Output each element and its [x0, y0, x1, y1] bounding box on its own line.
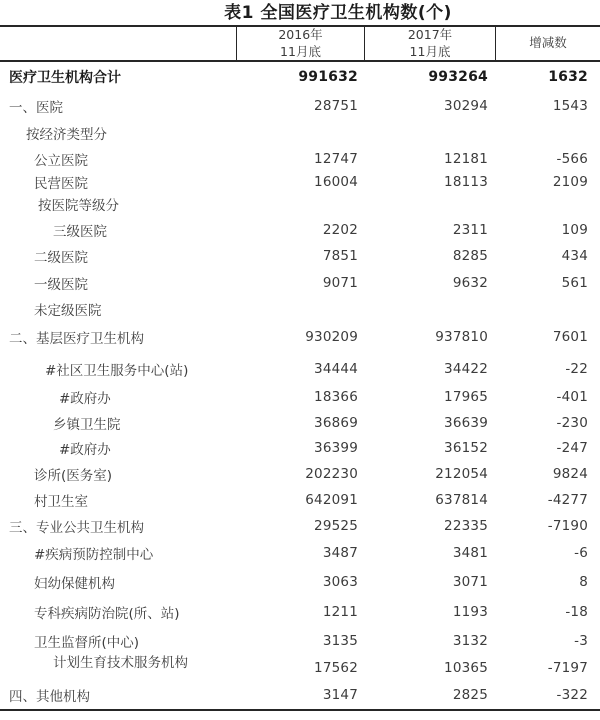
- value-2017: 3132: [452, 632, 488, 649]
- row-label: 卫生监督所(中心): [34, 634, 140, 651]
- value-diff: 2109: [552, 174, 588, 190]
- value-2016: 991632: [298, 69, 358, 85]
- row-label: 按经济类型分: [26, 127, 107, 143]
- value-2016: 12747: [314, 151, 358, 167]
- row-label: 计划生育技术服务机构: [53, 654, 188, 671]
- value-diff: -322: [556, 687, 588, 703]
- row-label: 二级医院: [34, 250, 88, 266]
- value-diff: 1632: [548, 69, 588, 85]
- value-diff: 1543: [552, 98, 588, 114]
- table-row: [0, 269, 600, 296]
- row-label: #政府办: [59, 442, 111, 458]
- value-2016: 17562: [314, 659, 358, 676]
- value-2017: 9632: [452, 274, 488, 291]
- row-label: 按医院等级分: [38, 198, 119, 214]
- value-2017: 36639: [444, 414, 488, 431]
- value-2016: 3147: [322, 687, 358, 703]
- header-2016-year: 2016年: [278, 27, 323, 43]
- value-2016: 36399: [314, 440, 358, 456]
- row-label: #政府办: [59, 391, 111, 407]
- table-row: [0, 566, 600, 597]
- value-2017: 10365: [444, 659, 488, 676]
- row-label: 三级医院: [53, 223, 107, 240]
- value-diff: -401: [556, 389, 588, 405]
- table-body: [0, 62, 600, 711]
- row-label: 诊所(医务室): [34, 468, 113, 484]
- value-2017: 12181: [444, 151, 488, 167]
- row-label: 民营医院: [34, 176, 88, 192]
- value-2017: 3071: [452, 573, 488, 590]
- table-row: [0, 681, 600, 709]
- row-label: 妇幼保健机构: [34, 575, 115, 592]
- table-row: [0, 62, 600, 92]
- table-row: [0, 321, 600, 353]
- table-row: [0, 410, 600, 435]
- table-row: [0, 216, 600, 243]
- value-diff: -7190: [547, 518, 588, 534]
- table-row: [0, 384, 600, 410]
- value-diff: 434: [561, 248, 588, 264]
- value-2016: 202230: [305, 466, 358, 482]
- row-label: 四、其他机构: [9, 689, 90, 705]
- value-diff: -6: [574, 544, 588, 561]
- value-2017: 34422: [444, 360, 488, 377]
- row-label: 三、专业公共卫生机构: [9, 520, 144, 536]
- value-diff: -247: [556, 440, 588, 456]
- value-2017: 1193: [452, 604, 488, 620]
- value-2017: 993264: [428, 69, 488, 85]
- value-diff: -4277: [547, 492, 588, 508]
- table-header: [0, 25, 600, 62]
- table-row: [0, 296, 600, 321]
- row-label: 乡镇卫生院: [53, 416, 121, 433]
- header-2017-month: 11月底: [409, 43, 451, 59]
- value-2016: 18366: [314, 389, 358, 405]
- value-2016: 1211: [322, 604, 358, 620]
- value-2017: 637814: [435, 492, 488, 508]
- header-diff-label: 增减数: [529, 35, 567, 51]
- value-2016: 3063: [322, 573, 358, 590]
- row-label: 村卫生室: [34, 494, 88, 510]
- row-label: #疾病预防控制中心: [34, 546, 154, 563]
- table-row: [0, 487, 600, 513]
- table-row: [0, 353, 600, 384]
- row-label: 医疗卫生机构合计: [9, 70, 121, 86]
- table-row: [0, 243, 600, 269]
- value-2017: 17965: [444, 389, 488, 405]
- value-2016: 7851: [322, 248, 358, 264]
- table-row: [0, 461, 600, 487]
- header-col-2016: [236, 27, 364, 60]
- row-label: #社区卫生服务中心(站): [45, 362, 189, 379]
- value-diff: -566: [556, 151, 588, 167]
- value-2017: 36152: [444, 440, 488, 456]
- header-col-2017: [364, 27, 495, 60]
- table-row: [0, 539, 600, 566]
- value-diff: -22: [565, 360, 588, 377]
- row-label: 二、基层医疗卫生机构: [9, 331, 144, 347]
- table-title: 表1 全国医疗卫生机构数(个): [224, 3, 452, 23]
- table-row: [0, 120, 600, 146]
- value-2017: 2825: [452, 687, 488, 703]
- value-2017: 212054: [435, 466, 488, 482]
- row-label: 专科疾病防治院(所、站): [34, 606, 180, 622]
- value-2017: 22335: [444, 518, 488, 534]
- value-2016: 36869: [314, 414, 358, 431]
- stats-table: [0, 25, 600, 711]
- value-2016: 16004: [314, 174, 358, 190]
- table-row: [0, 192, 600, 216]
- value-2017: 937810: [435, 329, 488, 345]
- table-row: [0, 435, 600, 461]
- row-label: 公立医院: [34, 153, 88, 169]
- value-2017: 3481: [452, 544, 488, 561]
- table-row: [0, 92, 600, 120]
- value-2017: 8285: [452, 248, 488, 264]
- value-diff: -18: [565, 604, 588, 620]
- header-col-label: [0, 27, 236, 60]
- value-diff: -3: [574, 632, 588, 649]
- value-diff: -230: [556, 414, 588, 431]
- value-2017: 2311: [452, 221, 488, 238]
- value-2016: 3135: [322, 632, 358, 649]
- value-2016: 29525: [314, 518, 358, 534]
- value-2016: 3487: [322, 544, 358, 561]
- row-label: 未定级医院: [34, 302, 102, 319]
- table-row: [0, 513, 600, 539]
- value-diff: 8: [579, 573, 588, 590]
- value-diff: 561: [561, 274, 588, 291]
- value-2016: 642091: [305, 492, 358, 508]
- table-row: [0, 597, 600, 627]
- value-diff: 9824: [552, 466, 588, 482]
- value-2016: 2202: [322, 221, 358, 238]
- row-label: 一级医院: [34, 276, 88, 293]
- value-diff: -7197: [547, 659, 588, 676]
- table-row: [0, 654, 600, 681]
- table-row: [0, 172, 600, 192]
- value-diff: 109: [561, 221, 588, 238]
- value-2016: 930209: [305, 329, 358, 345]
- table-row: [0, 146, 600, 172]
- value-2016: 34444: [314, 360, 358, 377]
- header-col-diff: [495, 27, 600, 60]
- header-2016-month: 11月底: [280, 43, 321, 59]
- value-2017: 30294: [444, 98, 488, 114]
- header-2017-year: 2017年: [407, 27, 453, 43]
- row-label: 一、医院: [9, 100, 63, 116]
- value-2017: 18113: [444, 174, 488, 190]
- value-2016: 9071: [322, 274, 358, 291]
- value-2016: 28751: [314, 98, 358, 114]
- page: [0, 2, 600, 720]
- value-diff: 7601: [552, 329, 588, 345]
